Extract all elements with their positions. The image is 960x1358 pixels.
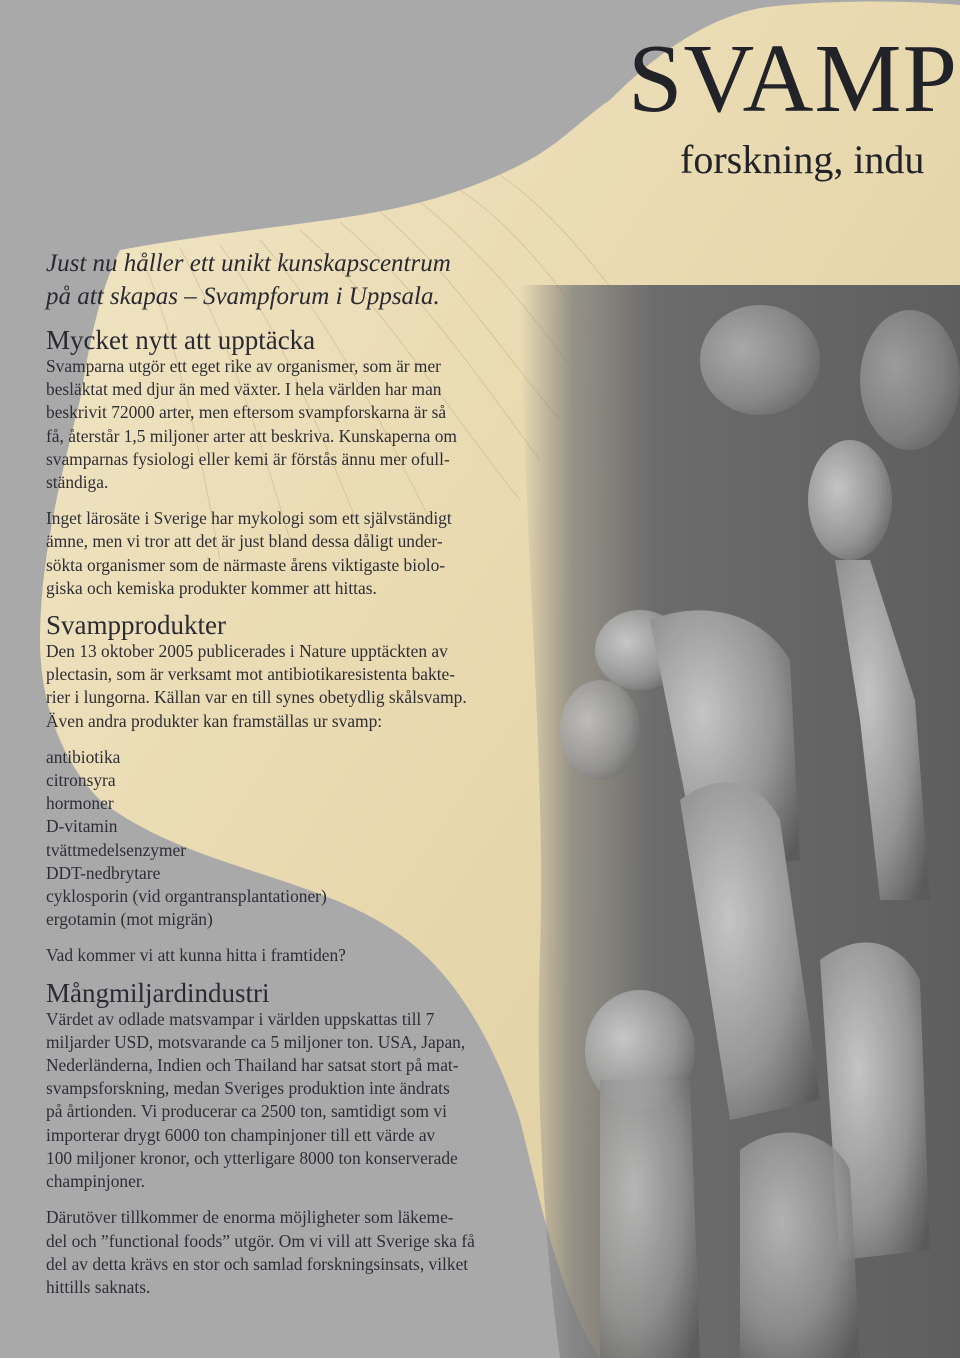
discover-paragraph-2	[46, 507, 516, 600]
text-line: Värdet av odlade matsvampar i världen uppskattas till 7	[46, 1008, 435, 1029]
text-line: champinjoner.	[46, 1171, 146, 1192]
text-line: på årtionden. Vi producerar ca 2500 ton, samtidigt som vi	[46, 1101, 447, 1122]
list-item: cyklosporin (vid organtransplantationer)	[46, 886, 327, 907]
list-item: D-vitamin	[46, 816, 118, 837]
list-item: DDT-nedbrytare	[46, 862, 161, 883]
text-line: plectasin, som är verksamt mot antibiotikaresistenta bakte-	[46, 664, 456, 685]
text-line: få, återstår 1,5 miljoner arter att beskriva. Kunskaperna om	[46, 425, 457, 446]
list-item: hormoner	[46, 793, 114, 814]
text-line: beskrivit 72000 arter, men eftersom svampforskarna är så	[46, 402, 447, 423]
text-line: 100 miljoner kronor, och ytterligare 8000 ton konserverade	[46, 1147, 458, 1168]
text-line: ständiga.	[46, 472, 109, 493]
product-list	[46, 746, 516, 932]
text-line: rier i lungorna. Källan var en till synes obetydlig skålsvamp.	[46, 687, 467, 708]
list-item: citronsyra	[46, 770, 116, 791]
article-body	[46, 247, 516, 1299]
intro-line: på att skapas – Svampforum i Uppsala.	[46, 283, 440, 310]
products-paragraph	[46, 640, 516, 733]
text-line: ämne, men vi tror att det är just bland dessa dåligt under-	[46, 531, 443, 552]
page-subtitle: forskning, indu	[680, 137, 925, 182]
section-heading-discover: Mycket nytt att upptäcka	[46, 325, 316, 355]
text-line: Därutöver tillkommer de enorma möjligheter som läkeme-	[46, 1207, 454, 1228]
text-line: Nederländerna, Indien och Thailand har satsat stort på mat-	[46, 1055, 459, 1076]
section-heading-products: Svampprodukter	[46, 610, 226, 641]
text-line: Inget lärosäte i Sverige har mykologi som ett självständigt	[46, 508, 452, 529]
text-line: hittills saknats.	[46, 1276, 151, 1297]
list-item: ergotamin (mot migrän)	[46, 909, 213, 930]
text-line: sökta organismer som de närmaste årens viktigaste biolo-	[46, 554, 446, 575]
page-title: SVAMP	[628, 25, 959, 133]
text-line: Svamparna utgör ett eget rike av organismer, som är mer	[46, 356, 441, 376]
text-line: besläktat med djur än med växter. I hela världen har man	[46, 379, 442, 400]
text-line: miljarder USD, motsvarande ca 5 miljoner ton. USA, Japan,	[46, 1031, 466, 1052]
text-line: Även andra produkter kan framställas ur svamp:	[46, 710, 383, 731]
list-item: antibiotika	[46, 746, 121, 767]
section-heading-industry: Mångmiljardindustri	[46, 977, 270, 1008]
text-line: Den 13 oktober 2005 publicerades i Nature upptäckten av	[46, 641, 448, 662]
text-line: del och ”functional foods” utgör. Om vi vill att Sverige ska få	[46, 1230, 475, 1251]
products-question: Vad kommer vi att kunna hitta i framtiden?	[46, 945, 346, 966]
industry-paragraph-1	[46, 1008, 516, 1194]
text-line: svampsforskning, medan Sveriges produktion inte ändrats	[46, 1078, 450, 1099]
discover-paragraph-1	[46, 355, 516, 494]
list-item: tvättmedelsenzymer	[46, 839, 187, 860]
text-line: giska och kemiska produkter kommer att hittas.	[46, 577, 377, 598]
text-line: svamparnas fysiologi eller kemi är förstås ännu mer ofull-	[46, 448, 450, 469]
text-line: importerar drygt 6000 ton champinjoner till ett värde av	[46, 1124, 436, 1145]
text-line: del av detta krävs en stor och samlad forskningsinsats, vilket	[46, 1253, 469, 1274]
intro-line: Just nu håller ett unikt kunskapscentrum	[46, 250, 451, 277]
intro-text	[46, 247, 516, 313]
industry-paragraph-2	[46, 1206, 516, 1299]
